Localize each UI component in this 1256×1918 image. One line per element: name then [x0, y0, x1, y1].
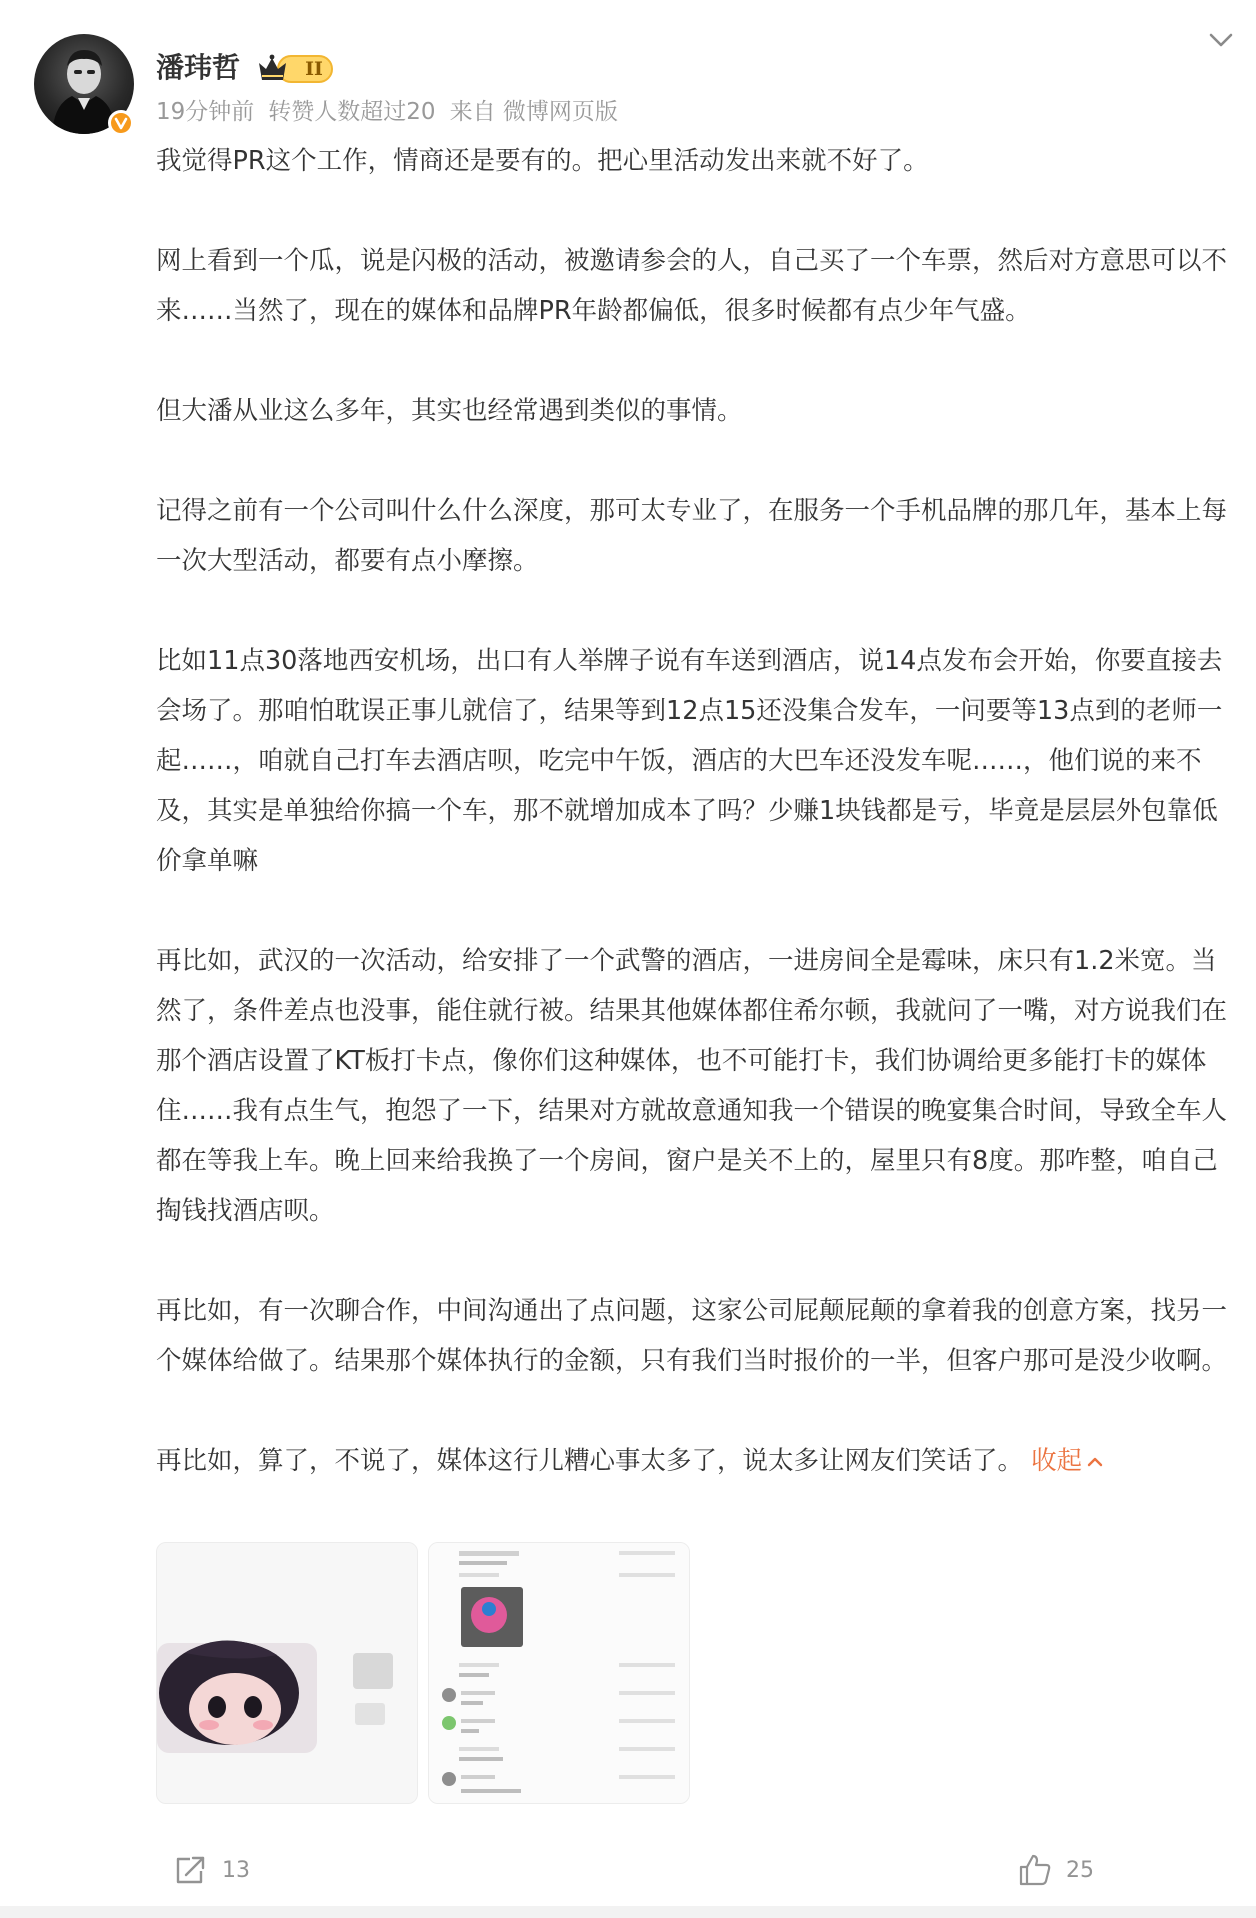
collapse-button[interactable]: [1031, 1446, 1104, 1476]
vip-badge[interactable]: [256, 52, 336, 86]
repost-icon: [174, 1854, 208, 1886]
post-paragraph: 再比如，武汉的一次活动，给安排了一个武警的酒店，一进房间全是霉味，床只有1.2米宽。当然了，条件差点也没事，能住就行被。结果其他媒体都住希尔顿，我就问了一嘴，对方说我们在那个酒店设置了KT板打卡点，像你们这种媒体，也不可能打卡，我们协调给更多能打卡的媒体住……我有点生气，抱怨了一下，结果对方就故意通知我一个错误的晚宴集合时间，导致全车人都在等我上车。晚上回来给我换了一个房间，窗户是关不上的，屋里只有8度。那咋整，咱自己掏钱找酒店呗。: [156, 946, 1228, 1226]
collapse-label: 收起: [1031, 1446, 1083, 1476]
card-separator: [0, 1906, 1256, 1918]
thumbs-up-icon: [1018, 1853, 1052, 1887]
post-paragraph: 我觉得PR这个工作，情商还是要有的。把心里活动发出来就不好了。: [156, 146, 929, 176]
post-paragraph: 比如11点30落地西安机场，出口有人举牌子说有车送到酒店，说14点发布会开始，你要直接去会场了。那咱怕耽误正事儿就信了，结果等到12点15还没集合发车，一问要等13点到的老师一起……，咱就自己打车去酒店呗，吃完中午饭，酒店的大巴车还没发车呢……，他们说的来不及，其实是单独给你搞一个车，那不就增加成本了吗？少赚1块钱都是亏，毕竟是层层外包靠低价拿单嘛: [156, 646, 1223, 876]
post-text: [156, 136, 1236, 1486]
post-source[interactable]: 来自 微博网页版: [449, 99, 618, 125]
repost-button[interactable]: [174, 1850, 250, 1890]
reposts-note: 转赞人数超过20: [268, 99, 436, 125]
post-image-1[interactable]: [156, 1542, 418, 1804]
like-count: 25: [1066, 1857, 1094, 1883]
post-paragraph: 网上看到一个瓜，说是闪极的活动，被邀请参会的人，自己买了一个车票，然后对方意思可以不来……当然了，现在的媒体和品牌PR年龄都偏低，很多时候都有点少年气盛。: [156, 246, 1228, 326]
action-bar: [0, 1836, 1256, 1906]
post-meta: [156, 96, 632, 128]
verified-badge-icon: [108, 110, 134, 136]
author-name[interactable]: 潘玮哲: [156, 51, 241, 84]
repost-count: 13: [222, 1857, 250, 1883]
chevron-up-icon: [1086, 1455, 1104, 1469]
chevron-down-icon[interactable]: [1204, 26, 1238, 54]
post-time[interactable]: 19分钟前: [156, 99, 255, 125]
post-paragraph-text: 再比如，算了，不说了，媒体这行儿糟心事太多了，说太多让网友们笑话了。: [156, 1446, 1024, 1476]
post-paragraph: 再比如，有一次聊合作，中间沟通出了点问题，这家公司屁颠屁颠的拿着我的创意方案，找另一个媒体给做了。结果那个媒体执行的金额，只有我们当时报价的一半，但客户那可是没少收啊。: [156, 1296, 1228, 1376]
post-paragraph: 记得之前有一个公司叫什么什么深度，那可太专业了，在服务一个手机品牌的那几年，基本上每一次大型活动，都要有点小摩擦。: [156, 496, 1228, 576]
like-button[interactable]: [1018, 1850, 1094, 1890]
vip-level-text: II: [305, 58, 323, 80]
post-image-2[interactable]: [428, 1542, 690, 1804]
post-paragraph-last: [156, 1436, 1236, 1486]
post-paragraph: 但大潘从业这么多年，其实也经常遇到类似的事情。: [156, 396, 743, 426]
